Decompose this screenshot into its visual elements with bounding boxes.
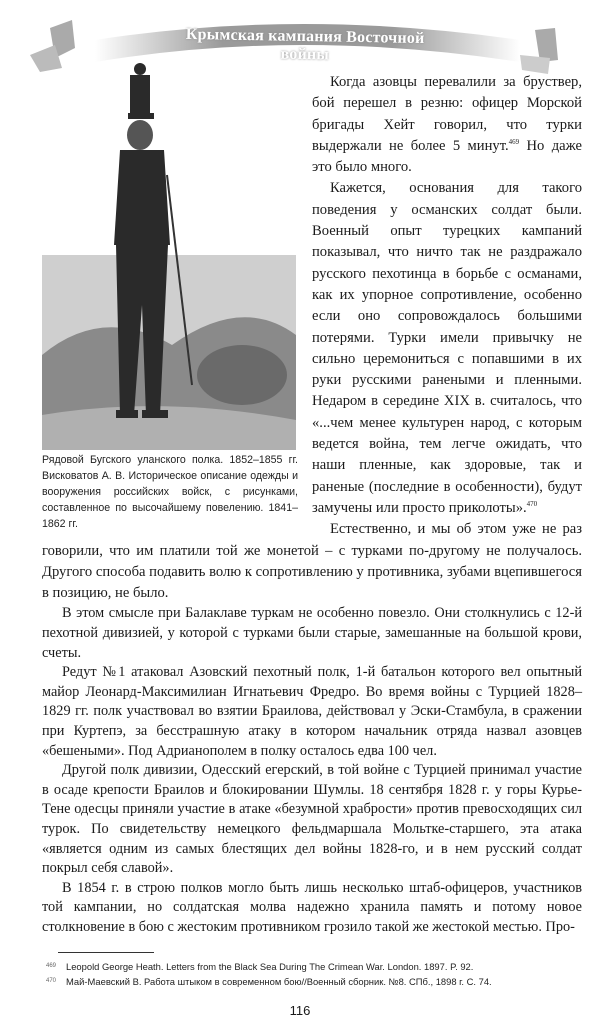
footnote-ref[interactable]: 469 (508, 138, 520, 147)
footnotes (42, 959, 582, 989)
footnote (42, 959, 582, 974)
illustration-uhlan-private (42, 55, 296, 450)
paragraph: Когда азовцы перевалили за бруствер, бой перешел в резню: офицер Морской бригады Хейт говорил, что турки выдержали не более 5 минут.$^{469}$ Но даже это было много. (312, 74, 583, 176)
paragraph: В 1854 г. в строю полков могло быть лишь несколько штаб-офицеров, участников той кампании, но солдатская молва надежно хранила память и потому новое столкновение в бою с жестоким противником грозило такой же жестокой местью. Про- (42, 879, 582, 935)
page-number: 116 (289, 1002, 311, 1018)
chapter-banner (0, 0, 600, 72)
paragraph: В этом смысле при Балаклаве туркам не особенно повезло. Они столкнулись с 12-й пехотной дивизией, у которой с турками были старые, замешанные на большой крови, счеты. (42, 605, 582, 661)
paragraph: Естественно, и мы об этом уже не раз говорили, что им платили той же монетой – с турками по-другому не получалось. Другого способа подавить волю к сопротивлению у противника, зубами вцепившегося в позицию, не было. (42, 521, 582, 602)
figure-block (42, 55, 298, 532)
footnote-text: Leopold George Heath. Letters from the Black Sea During The Crimean War. London. 1897. P. 92. (66, 960, 474, 972)
chapter-title: Крымская кампания Восточной войны (185, 25, 425, 64)
body-text (42, 604, 582, 937)
footnote-number: 470 (45, 977, 56, 984)
footnote-number: 469 (45, 962, 56, 969)
footnote-divider (58, 952, 154, 953)
footnote-text: Май-Маевский В. Работа штыком в современном бою//Военный сборник. №8. СПб., 1898 г. С. 74. (66, 975, 492, 987)
paragraph: Другой полк дивизии, Одесский егерский, в той войне с Турцией принимал участие в осаде крепости Браилов и блокировании Шумлы. 18 сентября 1828 г. у горы Курье-Тене одесцы приняли участие в атаке «безумной храбрости» против превосходящих сил турок. По свидетельству немецкого фельдмаршала Мольтке-старшего, эта атака «является одним из самых блестящих дел войны 1828-го, и в нем русский солдат покрыл себя славой». (42, 762, 582, 877)
footnote-ref[interactable]: 470 (526, 500, 538, 509)
footnote (42, 974, 582, 989)
page-content (42, 72, 582, 1028)
paragraph: Кажется, основания для такого поведения у османских солдат были. Военный опыт турецких кампаний показывал, что ничто так не раздражало русского пехотинца в борьбе с османами, как их упорное сопротивление, особенно если оно сопровождалось большими потерями. Турки имели привычку не сильно церемониться с попавшими в их руки русскими ранеными и пленными. Недаром в середине XIX в. считалось, что «...чем менее культурен народ, с которым ведется война, тем легче ожидать, что наши пленные, как здоровые, так и раненые (последние в особенности), будут замучены или просто приколоты».$^{470}$ (312, 180, 582, 516)
paragraph: Редут №1 атаковал Азовский пехотный полк, 1-й батальон которого вел опытный майор Леонард-Максимилиан Игнатьевич Фредро. Во время войны с Турцией 1828–1829 гг. полк участвовал во взятии Браилова, действовал у Эски-Стамбула, в сражении при Куртепэ, за бесстрашную атаку в котором начальник отряда назвал азовцев «бешеными». Под Адрианополем в полку осталось едва 100 чел. (42, 664, 582, 759)
illustration-caption: Рядовой Бугского уланского полка. 1852–1855 гг. Висковатов А. В. Историческое описание одежды и вооружения российских войск, с рисунками, составленное по высочайшему повелению. 1841–1862 гг. (42, 454, 298, 530)
